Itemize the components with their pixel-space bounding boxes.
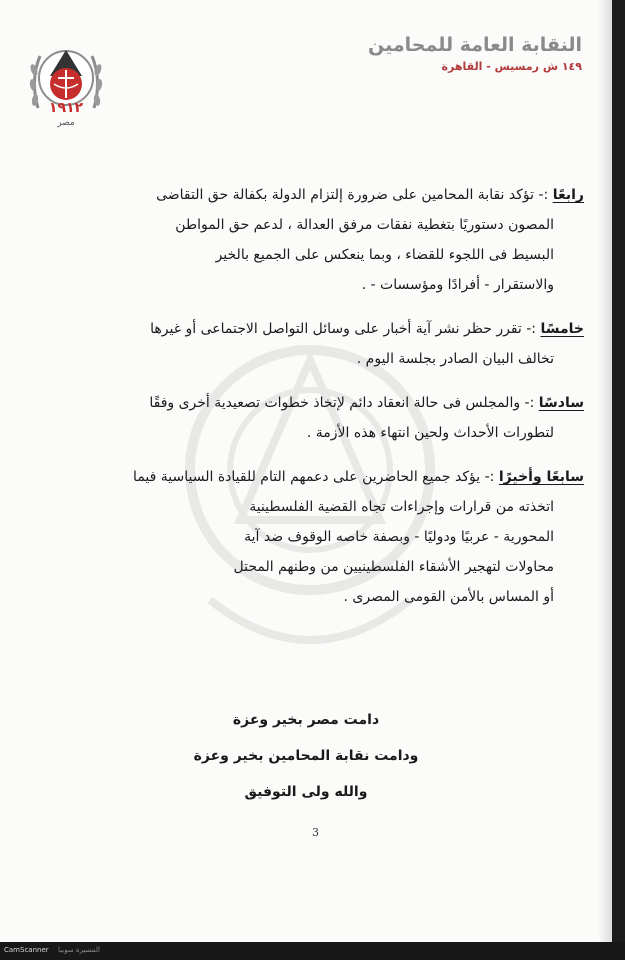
- letterhead-title: النقابة العامة للمحامين: [368, 34, 582, 56]
- letterhead: [368, 34, 582, 73]
- paragraph-label: سابعًا وأخيرًا: [498, 469, 584, 485]
- paragraph-line: :- تؤكد نقابة المحامين على ضرورة إلتزام الدولة بكفالة حق التقاضى: [156, 187, 549, 203]
- paragraph-line: اتخذته من قرارات وإجراءات تجاه القضية الفلسطينية: [249, 499, 554, 515]
- scanner-watermark: المسيرة سوبيا: [58, 946, 100, 954]
- document-body: [44, 180, 584, 622]
- logo-country: مصر: [57, 118, 75, 128]
- paragraph-label: خامسًا: [540, 321, 584, 337]
- syndicate-logo: [24, 30, 108, 138]
- paragraph-line: والاستقرار - أفرادًا ومؤسسات - .: [361, 277, 554, 293]
- paragraph-label: رابعًا: [552, 187, 584, 203]
- closing-line: ودامت نقابة المحامين بخير وعزة: [193, 748, 419, 764]
- closing-line: والله ولى التوفيق: [244, 784, 368, 800]
- page-number: 3: [312, 826, 319, 839]
- paragraph-line: لتطورات الأحداث ولحين انتهاء هذه الأزمة .: [306, 425, 554, 441]
- paragraph-seventh: [44, 462, 584, 612]
- paragraph-label: سادسًا: [538, 395, 584, 411]
- scanner-app-label: CamScanner: [4, 946, 49, 954]
- letterhead-address: ١٤٩ ش رمسيس - القاهرة: [441, 60, 582, 73]
- paragraph-line: البسيط فى اللجوء للقضاء ، وبما ينعكس على الجميع بالخير: [215, 247, 554, 263]
- paragraph-line: :- والمجلس فى حالة انعقاد دائم لإتخاذ خطوات تصعيدية أخرى وفقًا: [149, 395, 535, 411]
- paragraph-line: محاولات لتهجير الأشقاء الفلسطينيين من وطنهم المحتل: [233, 559, 554, 575]
- closing-line: دامت مصر بخير وعزة: [232, 712, 380, 728]
- paragraph-line: المحورية - عربيًا ودوليًا - وبصفة خاصه الوقوف ضد آية: [244, 529, 554, 545]
- paragraph-line: أو المساس بالأمن القومى المصرى .: [343, 589, 554, 605]
- paragraph-line: تخالف البيان الصادر بجلسة اليوم .: [356, 351, 554, 367]
- logo-year: ١٩١٢: [48, 100, 84, 116]
- paragraph-sixth: [44, 388, 584, 448]
- paragraph-line: :- يؤكد جميع الحاضرين على دعمهم التام للقيادة السياسية فيما: [133, 469, 495, 485]
- scanner-footer: [0, 942, 625, 960]
- paragraph-line: :- تقرر حظر نشر آية أخبار على وسائل التواصل الاجتماعى أو غيرها: [150, 321, 537, 337]
- paragraph-fourth: [44, 180, 584, 300]
- paragraph-fifth: [44, 314, 584, 374]
- paragraph-line: المصون دستوريًا بتغطية نفقات مرفق العدالة ، لدعم حق المواطن: [175, 217, 554, 233]
- closing-block: [0, 702, 612, 810]
